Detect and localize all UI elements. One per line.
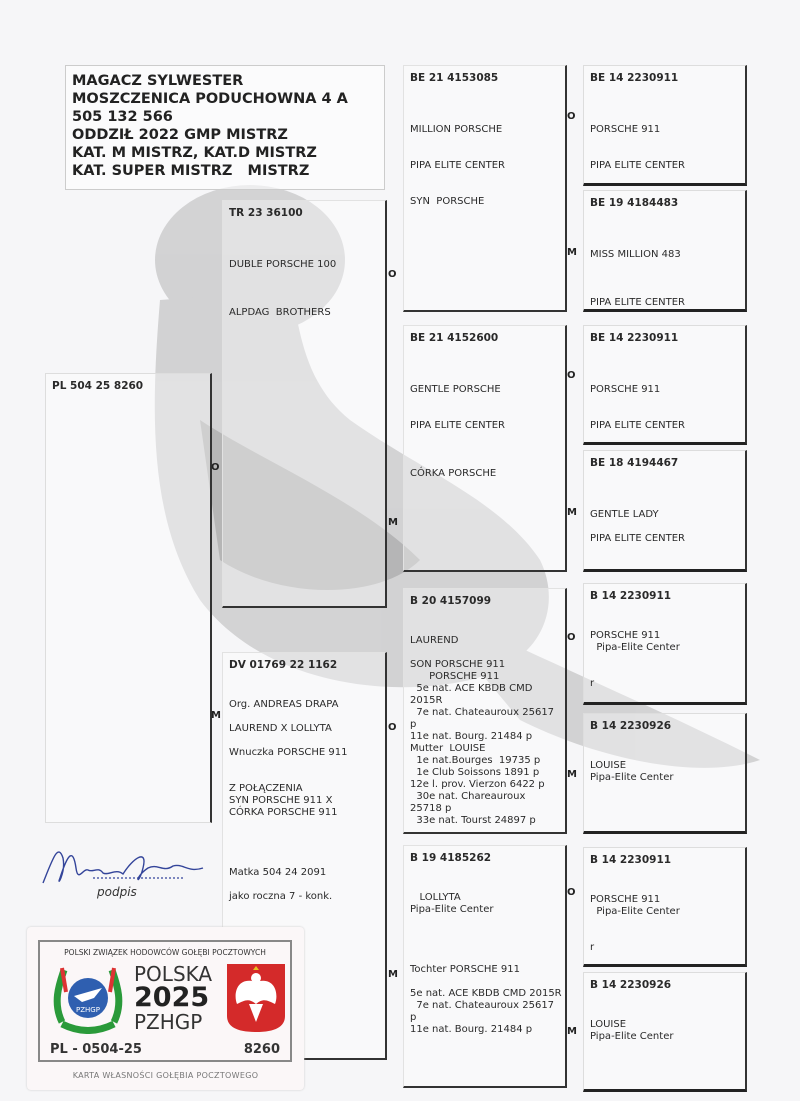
pedigree-line: LOUISE [590,760,627,771]
dam-label: M [567,247,577,258]
breeder-info [65,65,385,190]
pedigree-line: Pipa-Elite Center [590,1031,674,1042]
spacer [410,928,559,940]
pedigree-line: PIPA ELITE CENTER [410,420,505,431]
spacer [229,223,379,235]
spacer [590,396,739,408]
pedigree-line: Pipa-Elite Center [410,904,494,915]
pedigree-line: Mutter LOUISE [410,743,486,754]
pedigree-dd-sire [583,847,747,967]
pedigree-line: DUBLE PORSCHE 100 [229,259,337,270]
pedigree-line: 7e nat. Chateauroux 25617 [410,707,555,718]
pedigree-line: SON PORSCHE 911 [410,659,506,670]
card-association: POLSKI ZWIĄZEK HODOWCÓW GOŁĘBI POCZTOWYCH [64,948,266,957]
spacer [229,687,379,699]
spacer [229,247,379,259]
spacer [590,88,739,100]
pedigree-line: PIPA ELITE CENTER [590,533,685,544]
pedigree-line: PIPA ELITE CENTER [590,160,685,171]
dam-label: M [567,507,577,518]
spacer [590,213,739,225]
spacer [410,880,559,892]
card-country: POLSKA [134,962,213,986]
sire-label: O [567,370,576,381]
spacer [229,295,379,307]
pedigree-ss-sire [583,65,747,186]
card-org: PZHGP [134,1010,203,1034]
ring-number: DV 01769 22 1162 [229,659,338,671]
spacer [590,348,739,360]
breeder-address: MOSZCZENICA PODUCHOWNA 4 A [72,91,348,107]
pedigree-line: CÓRKA PORSCHE 911 [229,807,338,818]
breeder-title-2: KAT. M MISTRZ, KAT.D MISTRZ [72,145,317,161]
pedigree-line: 7e nat. Chateauroux 25617 [410,1000,555,1011]
spacer [590,285,739,297]
pedigree-line: LOUISE [590,1019,627,1030]
spacer [229,771,379,783]
spacer [590,372,739,384]
pedigree-sire [222,200,387,608]
pedigree-line: 1e nat.Bourges 19735 p [410,755,541,766]
spacer [590,736,739,748]
spacer [590,408,739,420]
pedigree-line: 30e nat. Chareauroux [410,791,526,802]
spacer [410,360,559,372]
spacer [590,930,739,942]
pedigree-sd-sire [583,325,747,445]
spacer [590,237,739,249]
card-year: 2025 [134,982,210,1013]
spacer [410,976,559,988]
ring-number: BE 14 2230911 [590,332,679,344]
spacer [410,623,559,635]
spacer [590,273,739,285]
ring-number: TR 23 36100 [229,207,303,219]
spacer [229,831,379,843]
spacer [590,521,739,533]
spacer [410,372,559,384]
pedigree-dam-dam [403,845,567,1088]
pedigree-line: 1e Club Soissons 1891 p [410,767,540,778]
logo-text: PZHGP [76,1006,100,1014]
spacer [590,225,739,237]
ring-number: BE 19 4184483 [590,197,679,209]
sire-label: O [567,632,576,643]
spacer [410,184,559,196]
pedigree-line: CÓRKA PORSCHE [410,468,497,479]
pedigree-line: jako roczna 7 - konk. [229,891,333,902]
pedigree-line: PIPA ELITE CENTER [590,297,685,308]
pedigree-line: Pipa-Elite Center [590,906,680,917]
spacer [410,916,559,928]
pedigree-line: p [410,719,417,730]
pzhgp-logo-icon [52,962,124,1034]
pedigree-sire-sire [403,65,567,312]
sire-label: O [388,269,397,280]
ring-number: BE 21 4152600 [410,332,499,344]
breeder-title-3: KAT. SUPER MISTRZ MISTRZ [72,163,310,179]
spacer [590,112,739,124]
dam-label: M [388,969,398,980]
spacer [229,855,379,867]
pedigree-line: 33e nat. Tourst 24897 p [410,815,536,826]
ownership-card [27,927,304,1090]
pedigree-line: 11e nat. Bourg. 21484 p [410,731,533,742]
pedigree-line: Tochter PORSCHE 911 [410,964,521,975]
spacer [410,940,559,952]
ring-number: B 14 2230911 [590,590,672,602]
pedigree-line: ALPDAG BROTHERS [229,307,331,318]
pedigree-line: PIPA ELITE CENTER [410,160,505,171]
breeder-name: MAGACZ SYLWESTER [72,73,244,89]
spacer [590,136,739,148]
spacer [410,408,559,420]
signature-caption: podpis [97,885,137,899]
pedigree-line: GENTLE LADY [590,509,659,520]
pedigree-line: SYN PORSCHE [410,196,485,207]
spacer [410,88,559,100]
spacer [410,952,559,964]
ring-number: BE 14 2230911 [590,72,679,84]
pedigree-line: PORSCHE 911 [590,894,661,905]
spacer [590,100,739,112]
dam-label: M [388,517,398,528]
spacer [229,879,379,891]
pedigree-dd-dam [583,972,747,1092]
pedigree-ss-dam [583,190,747,312]
spacer [410,444,559,456]
spacer [590,360,739,372]
pedigree-line: 2015R [410,695,443,706]
spacer [229,675,379,687]
spacer [229,735,379,747]
ring-number: B 20 4157099 [410,595,492,607]
dam-label: M [211,710,221,721]
pedigree-line: LOLLYTA [410,892,461,903]
card-number: 8260 [243,1042,280,1057]
spacer [590,882,739,894]
sire-label: O [567,111,576,122]
spacer [229,819,379,831]
pedigree-line: PORSCHE 911 [590,384,661,395]
spacer [590,618,739,630]
pedigree-line: PIPA ELITE CENTER [590,420,685,431]
spacer [229,711,379,723]
spacer [410,348,559,360]
ring-number: PL 504 25 8260 [52,380,144,392]
spacer [590,870,739,882]
dam-label: M [567,769,577,780]
spacer [590,918,739,930]
spacer [410,456,559,468]
spacer [410,148,559,160]
pedigree-line: Pipa-Elite Center [590,772,674,783]
spacer [590,666,739,678]
ring-number: BE 21 4153085 [410,72,499,84]
pedigree-line: 25718 p [410,803,452,814]
pedigree-line: MISS MILLION 483 [590,249,681,260]
pedigree-line: r [590,942,595,953]
ring-number: B 14 2230911 [590,854,672,866]
spacer [229,271,379,283]
spacer [590,1007,739,1019]
spacer [590,148,739,160]
pedigree-ds-sire [583,583,747,705]
breeder-title-1: ODDZIŁ 2022 GMP MISTRZ [72,127,288,143]
ring-number: BE 18 4194467 [590,457,679,469]
pedigree-line: GENTLE PORSCHE [410,384,501,395]
pedigree-line: SYN PORSCHE 911 X [229,795,333,806]
dam-label: M [567,1026,577,1037]
pedigree-line: 5e nat. ACE KBDB CMD 2015R [410,988,562,999]
spacer [229,759,379,771]
pedigree-line: Org. ANDREAS DRAPA [229,699,339,710]
spacer [590,473,739,485]
pedigree-ds-dam [583,713,747,834]
sire-label: O [567,887,576,898]
pedigree-line: Wnuczka PORSCHE 911 [229,747,348,758]
pedigree-line: PORSCHE 911 [410,671,500,682]
spacer [590,748,739,760]
pedigree-line: LAUREND X LOLLYTA [229,723,332,734]
polish-eagle-emblem-icon [227,964,285,1032]
pedigree-line: p [410,1012,417,1023]
pedigree-line: Z POŁĄCZENIA [229,783,303,794]
spacer [410,868,559,880]
pedigree-line: Pipa-Elite Center [590,642,680,653]
spacer [590,654,739,666]
spacer [229,235,379,247]
sire-label: O [211,462,220,473]
card-frame [38,940,292,1062]
spacer [590,995,739,1007]
spacer [410,611,559,623]
spacer [229,843,379,855]
spacer [410,172,559,184]
pedigree-line: PORSCHE 911 [590,630,661,641]
breeder-phone: 505 132 566 [72,109,173,125]
spacer [410,100,559,112]
pedigree-dam-sire [403,588,567,834]
spacer [410,647,559,659]
card-breeder-id: PL - 0504-25 [50,1042,142,1057]
ring-number: B 14 2230926 [590,720,672,732]
ring-number: B 14 2230926 [590,979,672,991]
spacer [590,261,739,273]
ring-number: B 19 4185262 [410,852,492,864]
spacer [590,497,739,509]
pedigree-sire-dam [403,325,567,572]
pedigree-line: r [590,678,595,689]
pedigree-line: 5e nat. ACE KBDB CMD [410,683,533,694]
spacer [410,396,559,408]
pedigree-line: LAUREND [410,635,459,646]
spacer [590,606,739,618]
pedigree-line: MILLION PORSCHE [410,124,503,135]
pedigree-subject [45,373,212,823]
pedigree-line: 12e l. prov. Vierzon 6422 p [410,779,545,790]
card-title: KARTA WŁASNOŚCI GOŁĘBIA POCZTOWEGO [72,1071,259,1080]
spacer [590,485,739,497]
pedigree-line: Matka 504 24 2091 [229,867,327,878]
spacer [410,112,559,124]
spacer [229,283,379,295]
spacer [410,432,559,444]
sire-label: O [388,722,397,733]
pedigree-line: PORSCHE 911 [590,124,661,135]
spacer [410,136,559,148]
pedigree-sd-dam [583,450,747,572]
pedigree-line: 11e nat. Bourg. 21484 p [410,1024,533,1035]
